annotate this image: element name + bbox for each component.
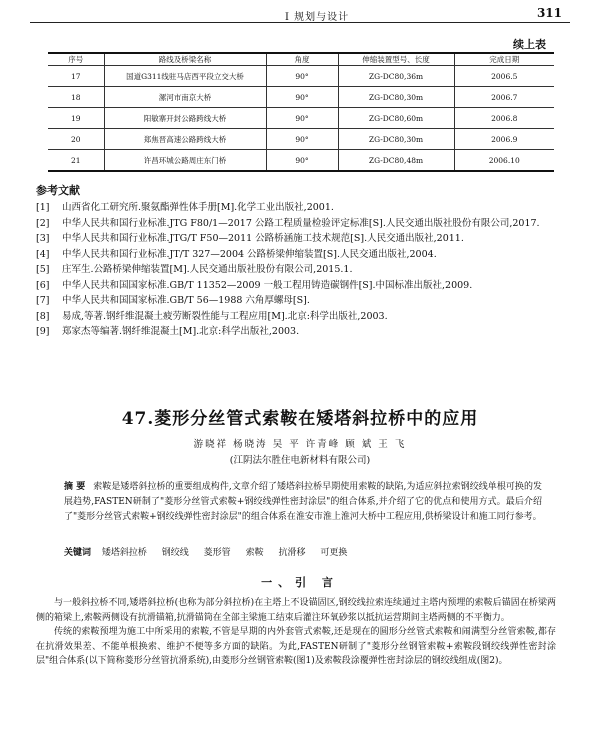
abstract-label: 摘 要 [64, 482, 86, 492]
reference-item [36, 231, 556, 247]
reference-text: 中华人民共和国行业标准.JTG F80/1—2017 公路工程质量检验评定标准[S].人民交通出版社股份有限公司,2017. [62, 217, 540, 229]
keywords-label: 关键词 [64, 548, 92, 558]
table-cell: 17 [48, 66, 104, 87]
table-cell: 90° [266, 108, 338, 129]
reference-text: 易成,等著.钢纤维混凝土疲劳断裂性能与工程应用[M].北京:科学出版社,2003. [62, 310, 388, 322]
reference-list [36, 200, 556, 340]
reference-number: [2] [36, 217, 50, 229]
table-cell: 郑焦晋高速公路跨线大桥 [104, 129, 266, 150]
table-cell: 90° [266, 129, 338, 150]
table-cell: 21 [48, 150, 104, 172]
table-cell: 2006.10 [454, 150, 554, 172]
reference-number: [9] [36, 326, 50, 337]
table-cell: 90° [266, 66, 338, 87]
keyword: 钢绞线 [161, 548, 189, 558]
paragraph: 传统的索鞍预埋为施工中所采用的索鞍,不管是早期的内外套管式索鞍,还是现在的圆形分丝管式索鞍和闹满型分丝管索鞍,都存在抗滑效果差、不能单根换索、维护不便等多方面的缺陷。为此,FASTEN研制了"菱形分丝钢管索鞍+索鞍段钢绞线弹性密封涂层"组合体系(以下简称菱形分丝管抗滑系统),由菱形分丝钢管索鞍(图1)及索鞍段涂覆弹性密封涂层的钢绞线组成(图2)。 [36, 627, 556, 666]
reference-item [36, 262, 556, 278]
table-row [48, 129, 554, 150]
reference-text: 中华人民共和国行业标准.JT/T 327—2004 公路桥梁伸缩装置[S].人民交通出版社,2004. [62, 248, 437, 260]
table-cell: ZG-DC80,30m [338, 129, 454, 150]
keywords [64, 545, 542, 558]
table-cell: 漯河市南京大桥 [104, 87, 266, 108]
table-cell: 2006.9 [454, 129, 554, 150]
col-header: 完成日期 [454, 53, 554, 66]
reference-item [36, 309, 556, 325]
reference-text: 中华人民共和国行业标准.JTG/T F50—2011 公路桥涵施工技术规范[S].人民交通出版社,2011. [62, 233, 464, 244]
table-cell: 阳敏寨开封公路跨线大桥 [104, 108, 266, 129]
abstract-text: 索鞍是矮塔斜拉桥的重要组成构件,文章介绍了矮塔斜拉桥早期使用索鞍的缺陷,为适应斜拉索钢绞线单根可换的发展趋势,FASTEN研制了"菱形分丝管式索鞍+钢绞线弹性密封涂层"的组合体系,并介绍了它的优点和使用方式。最后介绍了"菱形分丝管式索鞍+钢绞线弹性密封涂层"的组合体系在淮安市淮上淮河大桥中工程应用,供桥梁设计和施工同行参考。 [64, 482, 542, 522]
reference-item [36, 324, 556, 340]
page-number: 311 [536, 6, 562, 20]
table-cell: 2006.7 [454, 87, 554, 108]
keyword: 抗滑移 [278, 548, 306, 558]
reference-number: [8] [36, 310, 50, 322]
reference-number: [5] [36, 264, 50, 275]
table-cell: 18 [48, 87, 104, 108]
table-cell: ZG-DC80,60m [338, 108, 454, 129]
reference-item [36, 278, 556, 294]
section-heading: 一、引 言 [261, 576, 339, 589]
table-row [48, 108, 554, 129]
running-header-section: Ⅰ 规划与设计 [285, 12, 350, 23]
reference-item [36, 216, 556, 232]
table-cell: 许昌环城公路周庄东门桥 [104, 150, 266, 172]
table-continued-label: 续上表 [513, 38, 546, 51]
table-cell: ZG-DC80,48m [338, 150, 454, 172]
col-header: 序号 [48, 53, 104, 66]
reference-item [36, 247, 556, 263]
table-cell: 20 [48, 129, 104, 150]
reference-item [36, 200, 556, 216]
reference-number: [1] [36, 202, 50, 213]
table-cell: ZG-DC80,36m [338, 66, 454, 87]
reference-number: [3] [36, 233, 50, 244]
table-cell: 2006.5 [454, 66, 554, 87]
bridge-table [48, 52, 554, 172]
table-cell: 19 [48, 108, 104, 129]
article-title: 47.菱形分丝管式索鞍在矮塔斜拉桥中的应用 [121, 409, 479, 429]
references-title: 参考文献 [36, 184, 80, 197]
reference-number: [6] [36, 279, 50, 291]
table-row [48, 66, 554, 87]
keyword: 菱形管 [203, 548, 231, 558]
reference-text: 庄军生.公路桥梁伸缩装置[M].人民交通出版社股份有限公司,2015.1. [62, 264, 353, 275]
col-header: 角度 [266, 53, 338, 66]
table-cell: 90° [266, 87, 338, 108]
reference-text: 郑家杰等编著.钢纤维混凝土[M].北京:科学出版社,2003. [62, 326, 300, 337]
table-cell: 国道G311线驻马店西平段立交大桥 [104, 66, 266, 87]
reference-text: 山西省化工研究所.聚氨酯弹性体手册[M].化学工业出版社,2001. [62, 202, 334, 213]
abstract [64, 480, 542, 525]
article-authors: 游晓祥 杨晓涛 吴 平 许青峰 顾 斌 王 飞 [193, 439, 407, 450]
table-cell: 2006.8 [454, 108, 554, 129]
keyword: 矮塔斜拉桥 [101, 548, 147, 558]
reference-number: [4] [36, 248, 50, 260]
col-header: 路线及桥梁名称 [104, 53, 266, 66]
reference-number: [7] [36, 295, 50, 306]
table-row [48, 87, 554, 108]
keyword: 可更换 [320, 548, 348, 558]
reference-text: 中华人民共和国国家标准.GB/T 56—1988 六角厚螺母[S]. [62, 295, 310, 306]
keyword: 索鞍 [245, 548, 264, 558]
table-cell: ZG-DC80,30m [338, 87, 454, 108]
paragraph: 与一般斜拉桥不同,矮塔斜拉桥(也称为部分斜拉桥)在主塔上不设锚固区,钢绞线拉索连续通过主塔内预埋的索鞍后锚固在桥梁两侧的箱梁上,索鞍两侧设有抗滑锚箱,抗滑锚筒在全部主梁施工结束后灌注环氧砂浆以抵抗运营期间主塔两侧的不平衡力。 [36, 598, 556, 623]
table-header-row [48, 53, 554, 66]
col-header: 伸缩装置型号、长度 [338, 53, 454, 66]
reference-item [36, 293, 556, 309]
reference-text: 中华人民共和国国家标准.GB/T 11352—2009 一般工程用铸造碳钢件[S].中国标准出版社,2009. [62, 279, 473, 291]
body-text [36, 596, 556, 669]
table-row [48, 150, 554, 172]
table-cell: 90° [266, 150, 338, 172]
article-affiliation: (江阴法尔胜住电新材料有限公司) [229, 455, 371, 466]
page-header [30, 8, 570, 23]
